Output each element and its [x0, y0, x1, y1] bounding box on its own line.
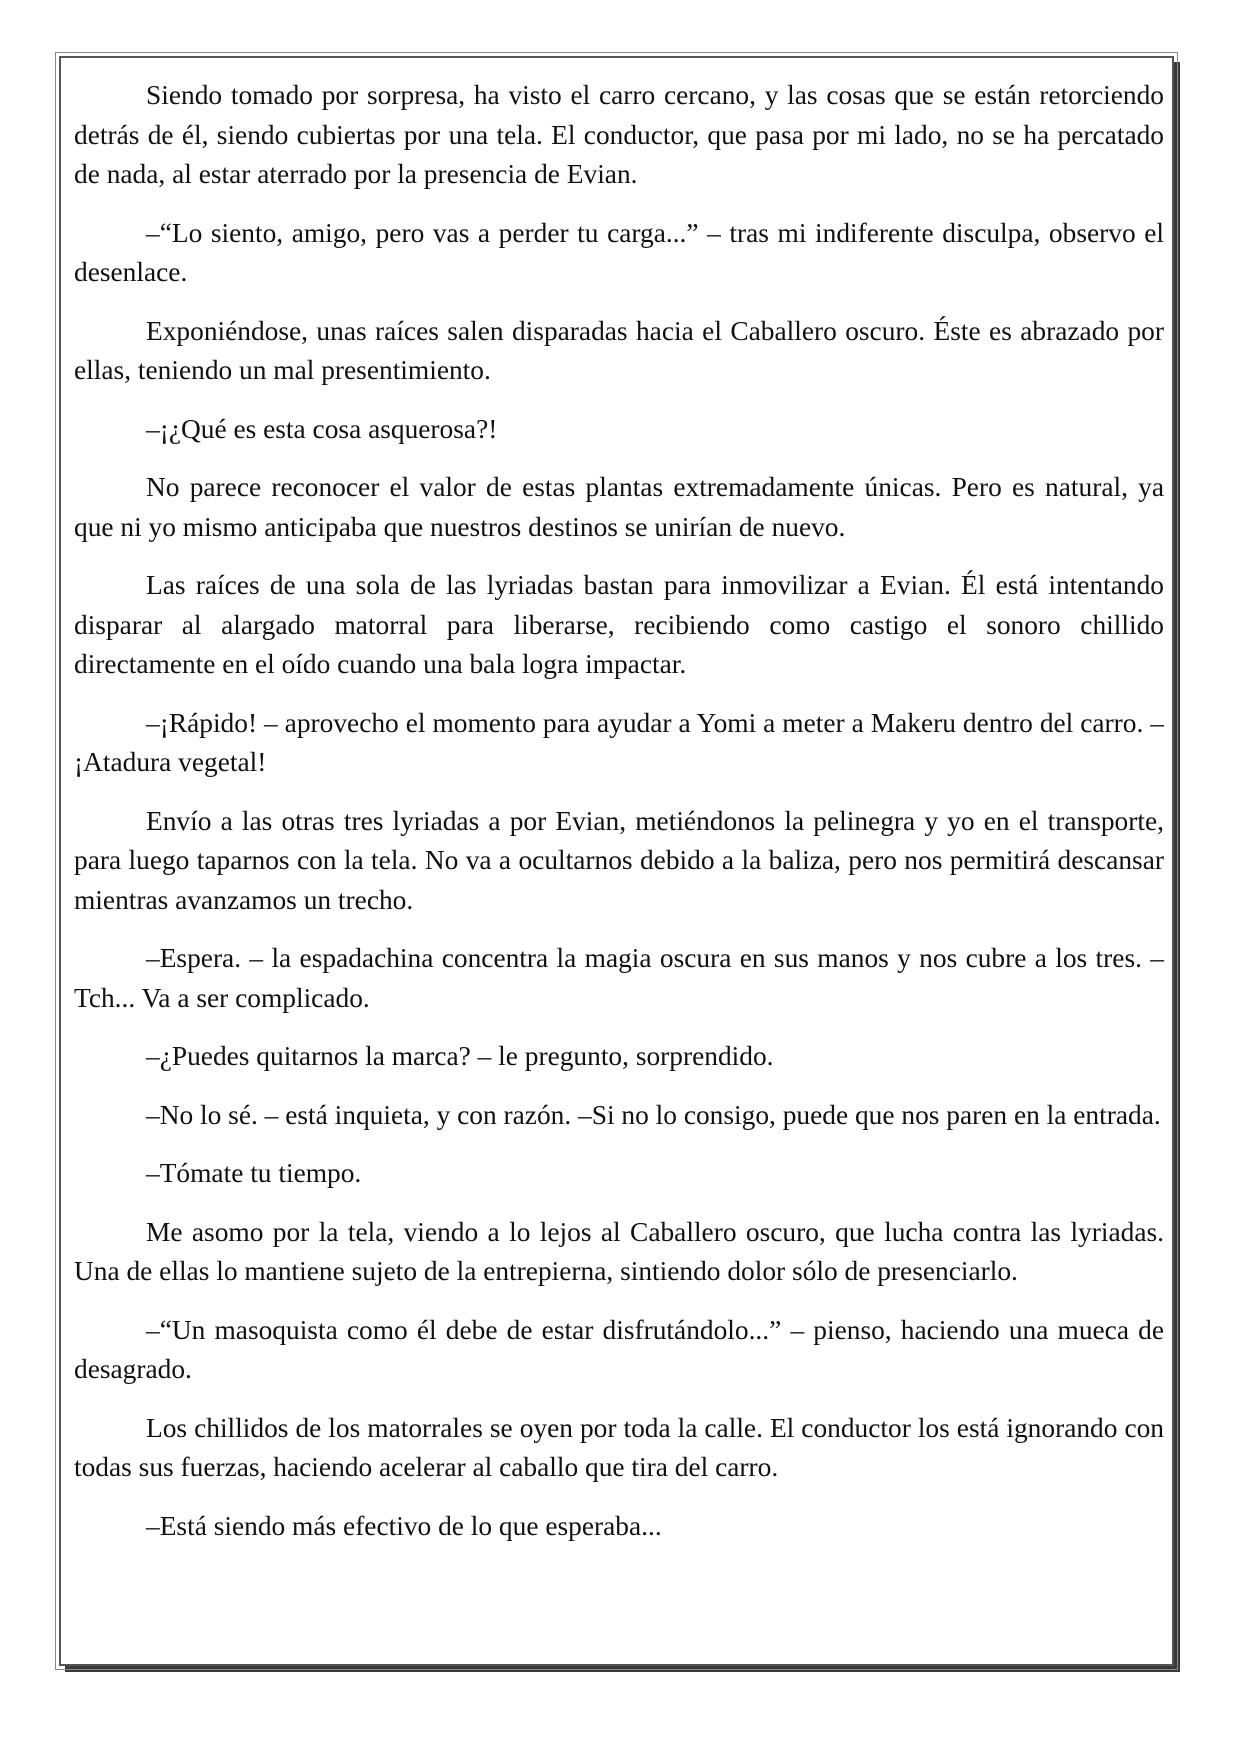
- paragraph: Exponiéndose, unas raíces salen disparadas hacia el Caballero oscuro. Éste es abrazado por ellas, teniendo un mal presentimiento.: [74, 315, 1164, 385]
- paragraph: –No lo sé. – está inquieta, y con razón. –Si no lo consigo, puede que nos paren en la entrada.: [146, 1099, 1161, 1130]
- paragraph: –¡Rápido! – aprovecho el momento para ayudar a Yomi a meter a Makeru dentro del carro. –¡Atadura vegetal!: [74, 707, 1164, 777]
- paragraph: No parece reconocer el valor de estas plantas extremadamente únicas. Pero es natural, ya que ni yo mismo anticipaba que nuestros destinos se unirían de nuevo.: [74, 472, 1164, 542]
- paragraph: Los chillidos de los matorrales se oyen por toda la calle. El conductor los está ignorando con todas sus fuerzas, haciendo acelerar al caballo que tira del carro.: [74, 1412, 1164, 1482]
- paragraph: –“Lo siento, amigo, pero vas a perder tu carga...” – tras mi indiferente disculpa, observo el desenlace.: [74, 217, 1164, 287]
- paragraph: Siendo tomado por sorpresa, ha visto el carro cercano, y las cosas que se están retorciendo detrás de él, siendo cubiertas por una tela. El conductor, que pasa por mi lado, no se ha percatado de nada, al estar aterrado por la presencia de Evian.: [74, 80, 1164, 189]
- paragraph: –¡¿Qué es esta cosa asquerosa?!: [146, 413, 498, 444]
- paragraph: Las raíces de una sola de las lyriadas bastan para inmovilizar a Evian. Él está intentando disparar al alargado matorral para liberarse, recibiendo como castigo el sonoro chillido directamente en el oído cuando una bala logra impactar.: [74, 570, 1164, 679]
- paragraph: –Espera. – la espadachina concentra la magia oscura en sus manos y nos cubre a los tres. –Tch... Va a ser complicado.: [74, 943, 1164, 1013]
- paragraph: –“Un masoquista como él debe de estar disfrutándolo...” – pienso, haciendo una mueca de desagrado.: [74, 1314, 1164, 1384]
- paragraph: –¿Puedes quitarnos la marca? – le pregunto, sorprendido.: [146, 1041, 774, 1071]
- document-body: [74, 76, 1164, 1565]
- paragraph: –Tómate tu tiempo.: [146, 1158, 362, 1188]
- paragraph: Me asomo por la tela, viendo a lo lejos al Caballero oscuro, que lucha contra las lyriadas. Una de ellas lo mantiene sujeto de la entrepierna, sintiendo dolor sólo de presenciarlo.: [74, 1216, 1164, 1286]
- paragraph: Envío a las otras tres lyriadas a por Evian, metiéndonos la pelinegra y yo en el transporte, para luego taparnos con la tela. No va a ocultarnos debido a la baliza, pero nos permitirá descansar mientras avanzamos un trecho.: [74, 805, 1164, 915]
- paragraph: –Está siendo más efectivo de lo que esperaba...: [146, 1510, 662, 1541]
